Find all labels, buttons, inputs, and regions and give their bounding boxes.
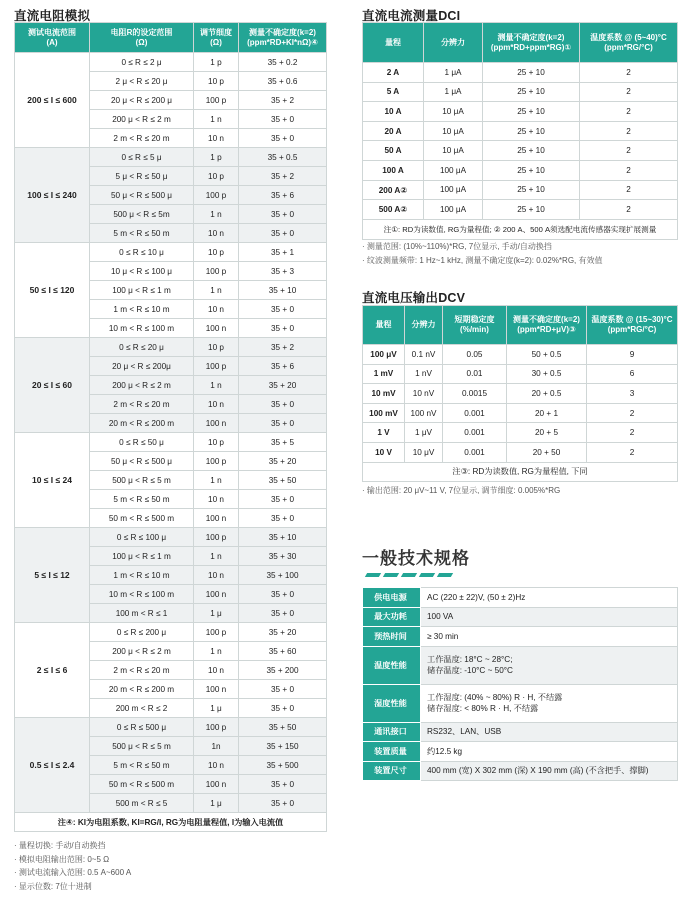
table-cell: 10 p: [194, 167, 239, 186]
table-row: [363, 200, 678, 220]
table-cell: 35 + 0: [239, 300, 327, 319]
table-cell: 1 V: [363, 423, 405, 443]
table-cell: 2: [580, 180, 678, 200]
table-cell: 1 n: [194, 281, 239, 300]
table-cell: 35 + 0: [239, 509, 327, 528]
table-row: [363, 121, 678, 141]
table-cell: 2: [580, 200, 678, 220]
spec-value-line: 工作湿度: (40% ~ 80%) R · H, 不结露: [427, 693, 563, 702]
table-cell: 0 ≤ R ≤ 100 μ: [90, 528, 194, 547]
table-cell: 10 n: [194, 395, 239, 414]
table-cell: 0.001: [443, 423, 507, 443]
table-cell: 10 n: [194, 566, 239, 585]
spec-row: [363, 742, 678, 762]
table-cell: 50 m < R ≤ 500 m: [90, 509, 194, 528]
table-cell: 50 A: [363, 141, 424, 161]
spec-value: [421, 627, 678, 647]
table-cell: 50 + 0.5: [507, 345, 587, 365]
resistance-bullets: [14, 839, 131, 893]
spec-value: [421, 684, 678, 722]
table-cell: 100 A: [363, 160, 424, 180]
table-cell: 35 + 0: [239, 604, 327, 623]
table-row: [363, 384, 678, 404]
table-row: [15, 243, 327, 262]
dcv-table: [362, 305, 678, 482]
table-cell: 35 + 20: [239, 376, 327, 395]
table-cell: 100 p: [194, 452, 239, 471]
table-row: [15, 528, 327, 547]
table-cell: 2: [580, 102, 678, 122]
table-cell: 10 μA: [424, 121, 483, 141]
table-cell: 35 + 50: [239, 471, 327, 490]
note-text: 注①: RD为读数值, RG为量程值; ② 200 A、500 A须选配电流传感器实现扩展测量: [363, 219, 678, 239]
table-cell: 500 A②: [363, 200, 424, 220]
table-cell: 10 p: [194, 338, 239, 357]
table-cell: 30 + 0.5: [507, 364, 587, 384]
dci-bullets: [362, 240, 603, 267]
table-cell: 25 + 10: [483, 102, 580, 122]
spec-value-line: AC (220 ± 22)V, (50 ± 2)Hz: [427, 592, 526, 602]
table-cell: 1 μA: [424, 82, 483, 102]
table-cell: 10 n: [194, 490, 239, 509]
table-cell: 35 + 0: [239, 395, 327, 414]
current-range-cell: 5 ≤ I ≤ 12: [15, 528, 90, 623]
table-cell: 35 + 200: [239, 661, 327, 680]
table-cell: 10 p: [194, 72, 239, 91]
table-cell: 0.001: [443, 403, 507, 423]
table-cell: 20 m < R ≤ 200 m: [90, 680, 194, 699]
table-cell: 10 n: [194, 756, 239, 775]
table-cell: 10 n: [194, 661, 239, 680]
table-cell: 3: [587, 384, 678, 404]
table-cell: 10 μ < R ≤ 100 μ: [90, 262, 194, 281]
table-cell: 200 μ < R ≤ 2 m: [90, 376, 194, 395]
table-cell: 20 + 1: [507, 403, 587, 423]
table-cell: 35 + 20: [239, 452, 327, 471]
table-cell: 35 + 0: [239, 699, 327, 718]
current-range-cell: 50 ≤ I ≤ 120: [15, 243, 90, 338]
table-cell: 200 μ < R ≤ 2 m: [90, 642, 194, 661]
table-cell: 0 ≤ R ≤ 5 μ: [90, 148, 194, 167]
table-cell: 200 m < R ≤ 2: [90, 699, 194, 718]
current-range-cell: 0.5 ≤ I ≤ 2.4: [15, 718, 90, 813]
bullet-item: · 测量范围: (10%~110%)*RG, 7位显示, 手动/自动换挡: [362, 240, 603, 254]
table-cell: 35 + 6: [239, 357, 327, 376]
table-cell: 5 μ < R ≤ 50 μ: [90, 167, 194, 186]
spec-value: [421, 742, 678, 762]
spec-label: 供电电源: [363, 588, 421, 608]
table-cell: 35 + 0: [239, 794, 327, 813]
table-cell: 100 μV: [363, 345, 405, 365]
table-row: [363, 63, 678, 83]
table-cell: 35 + 10: [239, 528, 327, 547]
spec-value-line: 储存温度: -10°C ~ 50°C: [427, 666, 513, 675]
table-row: [363, 141, 678, 161]
table-cell: 10 n: [194, 300, 239, 319]
table-cell: 35 + 0: [239, 775, 327, 794]
table-cell: 100 n: [194, 414, 239, 433]
table-cell: 2 A: [363, 63, 424, 83]
table-cell: 0.1 nV: [405, 345, 443, 365]
table-cell: 35 + 30: [239, 547, 327, 566]
note-text: 注③: RD为读数值, RG为量程值, 下同: [363, 462, 678, 481]
table-cell: 35 + 0: [239, 319, 327, 338]
spec-label: 装置尺寸: [363, 761, 421, 781]
table-cell: 25 + 10: [483, 63, 580, 83]
table-cell: 100 p: [194, 91, 239, 110]
column-header: 短期稳定度 (%/min): [443, 306, 507, 345]
dcv-title: 直流电压输出DCV: [362, 291, 466, 305]
spec-value-line: 400 mm (宽) X 302 mm (深) X 190 mm (高) (不含把手、撑脚): [427, 766, 649, 776]
title-stripes-decoration: [366, 573, 452, 577]
spec-value: [421, 722, 678, 742]
spec-value-line: 工作温度: 18°C ~ 28°C;: [427, 655, 513, 664]
current-range-cell: 2 ≤ I ≤ 6: [15, 623, 90, 718]
table-cell: 6: [587, 364, 678, 384]
current-range-cell: 100 ≤ I ≤ 240: [15, 148, 90, 243]
column-header: 温度系数 @ (5~40)°C (ppm*RG/°C): [580, 23, 678, 63]
table-cell: 1 p: [194, 148, 239, 167]
column-header: 测量不确定度(k=2) (ppm*RD+μV)③: [507, 306, 587, 345]
table-cell: 20 m < R ≤ 200 m: [90, 414, 194, 433]
table-cell: 1 n: [194, 547, 239, 566]
spec-title: 一般技术规格: [362, 549, 470, 568]
spec-row: [363, 627, 678, 647]
table-cell: 25 + 10: [483, 82, 580, 102]
dci-title: 直流电流测量DCI: [362, 9, 461, 23]
spec-label: 预热时间: [363, 627, 421, 647]
table-cell: 10 n: [194, 224, 239, 243]
table-cell: 20 + 0.5: [507, 384, 587, 404]
table-cell: 2: [587, 423, 678, 443]
table-cell: 50 μ < R ≤ 500 μ: [90, 452, 194, 471]
table-cell: 35 + 100: [239, 566, 327, 585]
table-cell: 25 + 10: [483, 121, 580, 141]
table-row: [363, 345, 678, 365]
table-cell: 20 μ < R ≤ 200μ: [90, 357, 194, 376]
table-cell: 5 m < R ≤ 50 m: [90, 756, 194, 775]
table-cell: 100 p: [194, 262, 239, 281]
spec-row: [363, 646, 678, 684]
table-cell: 10 p: [194, 433, 239, 452]
table-cell: 100 m < R ≤ 1: [90, 604, 194, 623]
table-cell: 10 nV: [405, 384, 443, 404]
spec-label: 通讯接口: [363, 722, 421, 742]
note-row: [363, 219, 678, 239]
column-header: 分辨力: [424, 23, 483, 63]
dci-table: [362, 22, 678, 240]
table-cell: 50 m < R ≤ 500 m: [90, 775, 194, 794]
table-cell: 1 μA: [424, 63, 483, 83]
table-cell: 35 + 0: [239, 414, 327, 433]
table-row: [363, 160, 678, 180]
table-cell: 5 A: [363, 82, 424, 102]
table-cell: 200 A②: [363, 180, 424, 200]
table-cell: 10 μV: [405, 442, 443, 462]
table-cell: 10 n: [194, 129, 239, 148]
table-cell: 35 + 150: [239, 737, 327, 756]
table-cell: 1 mV: [363, 364, 405, 384]
table-cell: 10 μA: [424, 102, 483, 122]
spec-value: [421, 607, 678, 627]
note-text: 注④: KI为电阻系数, KI=RG/I, RG为电阻量程值, I为输入电流值: [15, 813, 327, 832]
table-row: [15, 53, 327, 72]
table-cell: 0 ≤ R ≤ 500 μ: [90, 718, 194, 737]
table-cell: 0.0015: [443, 384, 507, 404]
table-cell: 100 μA: [424, 200, 483, 220]
spec-row: [363, 607, 678, 627]
table-cell: 20 + 50: [507, 442, 587, 462]
table-cell: 2: [580, 160, 678, 180]
table-cell: 10 m < R ≤ 100 m: [90, 319, 194, 338]
table-cell: 500 μ < R ≤ 5 m: [90, 737, 194, 756]
table-cell: 2: [580, 141, 678, 161]
table-cell: 35 + 0: [239, 490, 327, 509]
bullet-item: · 显示位数: 7位十进制: [14, 880, 131, 894]
table-row: [363, 82, 678, 102]
table-cell: 35 + 500: [239, 756, 327, 775]
spec-label: 温度性能: [363, 646, 421, 684]
table-cell: 10 m < R ≤ 100 m: [90, 585, 194, 604]
table-cell: 35 + 60: [239, 642, 327, 661]
column-header: 测量不确定度(k=2) (ppm*RD+KI*nΩ)④: [239, 23, 327, 53]
table-cell: 100 n: [194, 775, 239, 794]
table-cell: 35 + 0: [239, 129, 327, 148]
bullet-item: · 输出范围: 20 μV~11 V, 7位显示, 调节细度: 0.005%*RG: [362, 484, 560, 498]
table-cell: 35 + 20: [239, 623, 327, 642]
table-row: [15, 433, 327, 452]
column-header: 测试电流范围 (A): [15, 23, 90, 53]
table-cell: 2: [580, 82, 678, 102]
spec-row: [363, 684, 678, 722]
table-cell: 100 μA: [424, 160, 483, 180]
table-cell: 10 μA: [424, 141, 483, 161]
table-cell: 1 μ: [194, 699, 239, 718]
table-cell: 10 mV: [363, 384, 405, 404]
table-cell: 50 μ < R ≤ 500 μ: [90, 186, 194, 205]
table-cell: 100 p: [194, 357, 239, 376]
table-cell: 25 + 10: [483, 200, 580, 220]
table-cell: 2 m < R ≤ 20 m: [90, 129, 194, 148]
table-cell: 35 + 1: [239, 243, 327, 262]
table-row: [363, 364, 678, 384]
table-cell: 35 + 0.2: [239, 53, 327, 72]
table-cell: 9: [587, 345, 678, 365]
table-cell: 0 ≤ R ≤ 10 μ: [90, 243, 194, 262]
table-cell: 100 nV: [405, 403, 443, 423]
table-cell: 100 p: [194, 528, 239, 547]
spec-value-line: 约12.5 kg: [427, 746, 463, 756]
column-header: 量程: [363, 306, 405, 345]
table-cell: 35 + 2: [239, 91, 327, 110]
table-cell: 35 + 3: [239, 262, 327, 281]
table-cell: 2 m < R ≤ 20 m: [90, 661, 194, 680]
table-cell: 200 μ < R ≤ 2 m: [90, 110, 194, 129]
table-cell: 1 p: [194, 53, 239, 72]
table-cell: 2: [580, 63, 678, 83]
bullet-item: · 测试电流输入范围: 0.5 A~600 A: [14, 866, 131, 880]
spec-label: 装置质量: [363, 742, 421, 762]
table-cell: 100 n: [194, 319, 239, 338]
table-cell: 5 m < R ≤ 50 m: [90, 490, 194, 509]
table-cell: 1 n: [194, 642, 239, 661]
table-cell: 500 μ < R ≤ 5m: [90, 205, 194, 224]
table-cell: 1 n: [194, 471, 239, 490]
table-cell: 25 + 10: [483, 160, 580, 180]
column-header: 量程: [363, 23, 424, 63]
table-cell: 0 ≤ R ≤ 50 μ: [90, 433, 194, 452]
table-cell: 10 V: [363, 442, 405, 462]
table-cell: 35 + 2: [239, 338, 327, 357]
table-cell: 20 μ < R ≤ 200 μ: [90, 91, 194, 110]
table-row: [363, 102, 678, 122]
table-cell: 100 p: [194, 186, 239, 205]
table-cell: 100 p: [194, 718, 239, 737]
spec-row: [363, 722, 678, 742]
table-cell: 0.001: [443, 442, 507, 462]
bullet-item: · 纹波测量频带: 1 Hz~1 kHz, 测量不确定度(k=2): 0.02%*RG, 有效值: [362, 254, 603, 268]
column-header: 分辨力: [405, 306, 443, 345]
table-cell: 100 n: [194, 585, 239, 604]
spec-value-line: 100 VA: [427, 612, 454, 622]
table-cell: 2: [580, 121, 678, 141]
table-cell: 10 p: [194, 243, 239, 262]
table-cell: 100 mV: [363, 403, 405, 423]
table-cell: 0 ≤ R ≤ 20 μ: [90, 338, 194, 357]
table-cell: 35 + 5: [239, 433, 327, 452]
table-row: [15, 148, 327, 167]
table-cell: 500 m < R ≤ 5: [90, 794, 194, 813]
table-cell: 10 A: [363, 102, 424, 122]
table-row: [15, 623, 327, 642]
table-cell: 35 + 0: [239, 205, 327, 224]
table-cell: 25 + 10: [483, 141, 580, 161]
table-cell: 0 ≤ R ≤ 2 μ: [90, 53, 194, 72]
table-cell: 1 m < R ≤ 10 m: [90, 566, 194, 585]
table-cell: 2 μ < R ≤ 20 μ: [90, 72, 194, 91]
table-cell: 1 n: [194, 205, 239, 224]
table-row: [15, 338, 327, 357]
table-cell: 35 + 0: [239, 224, 327, 243]
column-header: 测量不确定度(k=2) (ppm*RD+ppm*RG)①: [483, 23, 580, 63]
note-row: [15, 813, 327, 832]
table-cell: 25 + 10: [483, 180, 580, 200]
spec-table: [362, 587, 678, 781]
table-cell: 2: [587, 403, 678, 423]
column-header: 温度系数 @ (15~30)°C (ppm*RG/°C): [587, 306, 678, 345]
table-cell: 1n: [194, 737, 239, 756]
table-cell: 1 n: [194, 376, 239, 395]
spec-value: [421, 646, 678, 684]
table-row: [363, 403, 678, 423]
column-header: 电阻R的设定范围 (Ω): [90, 23, 194, 53]
current-range-cell: 200 ≤ I ≤ 600: [15, 53, 90, 148]
table-cell: 1 μ: [194, 794, 239, 813]
note-row: [363, 462, 678, 481]
table-cell: 2 m < R ≤ 20 m: [90, 395, 194, 414]
table-cell: 1 nV: [405, 364, 443, 384]
table-cell: 5 m < R ≤ 50 m: [90, 224, 194, 243]
spec-label: 湿度性能: [363, 684, 421, 722]
resistance-table: [14, 22, 327, 832]
table-cell: 1 n: [194, 110, 239, 129]
spec-value: [421, 761, 678, 781]
table-cell: 35 + 0.5: [239, 148, 327, 167]
spec-value-line: RS232、LAN、USB: [427, 727, 502, 737]
spec-value-line: ≥ 30 min: [427, 631, 459, 641]
table-cell: 35 + 2: [239, 167, 327, 186]
spec-value: [421, 588, 678, 608]
dcv-bullets: [362, 484, 560, 498]
bullet-item: · 模拟电阻输出范围: 0~5 Ω: [14, 853, 131, 867]
table-cell: 35 + 0.6: [239, 72, 327, 91]
table-cell: 100 n: [194, 509, 239, 528]
table-cell: 35 + 50: [239, 718, 327, 737]
table-row: [15, 718, 327, 737]
table-cell: 100 μ < R ≤ 1 m: [90, 281, 194, 300]
table-row: [363, 180, 678, 200]
current-range-cell: 20 ≤ I ≤ 60: [15, 338, 90, 433]
table-cell: 2: [587, 442, 678, 462]
table-cell: 0.05: [443, 345, 507, 365]
column-header: 调节细度 (Ω): [194, 23, 239, 53]
table-cell: 35 + 0: [239, 110, 327, 129]
table-cell: 35 + 0: [239, 585, 327, 604]
table-row: [363, 442, 678, 462]
table-cell: 100 μ < R ≤ 1 m: [90, 547, 194, 566]
table-cell: 100 p: [194, 623, 239, 642]
resistance-title: 直流电阻模拟: [14, 9, 91, 23]
spec-label: 最大功耗: [363, 607, 421, 627]
table-cell: 500 μ < R ≤ 5 m: [90, 471, 194, 490]
table-cell: 35 + 6: [239, 186, 327, 205]
table-cell: 0 ≤ R ≤ 200 μ: [90, 623, 194, 642]
table-cell: 100 μA: [424, 180, 483, 200]
spec-row: [363, 761, 678, 781]
table-row: [363, 423, 678, 443]
table-cell: 35 + 10: [239, 281, 327, 300]
table-cell: 1 μ: [194, 604, 239, 623]
table-cell: 0.01: [443, 364, 507, 384]
table-cell: 35 + 0: [239, 680, 327, 699]
current-range-cell: 10 ≤ I ≤ 24: [15, 433, 90, 528]
table-cell: 20 + 5: [507, 423, 587, 443]
spec-row: [363, 588, 678, 608]
table-cell: 1 μV: [405, 423, 443, 443]
table-cell: 100 n: [194, 680, 239, 699]
table-cell: 1 m < R ≤ 10 m: [90, 300, 194, 319]
bullet-item: · 量程切换: 手动/自动换挡: [14, 839, 131, 853]
table-cell: 20 A: [363, 121, 424, 141]
spec-value-line: 储存湿度: < 80% R · H, 不结露: [427, 704, 539, 713]
